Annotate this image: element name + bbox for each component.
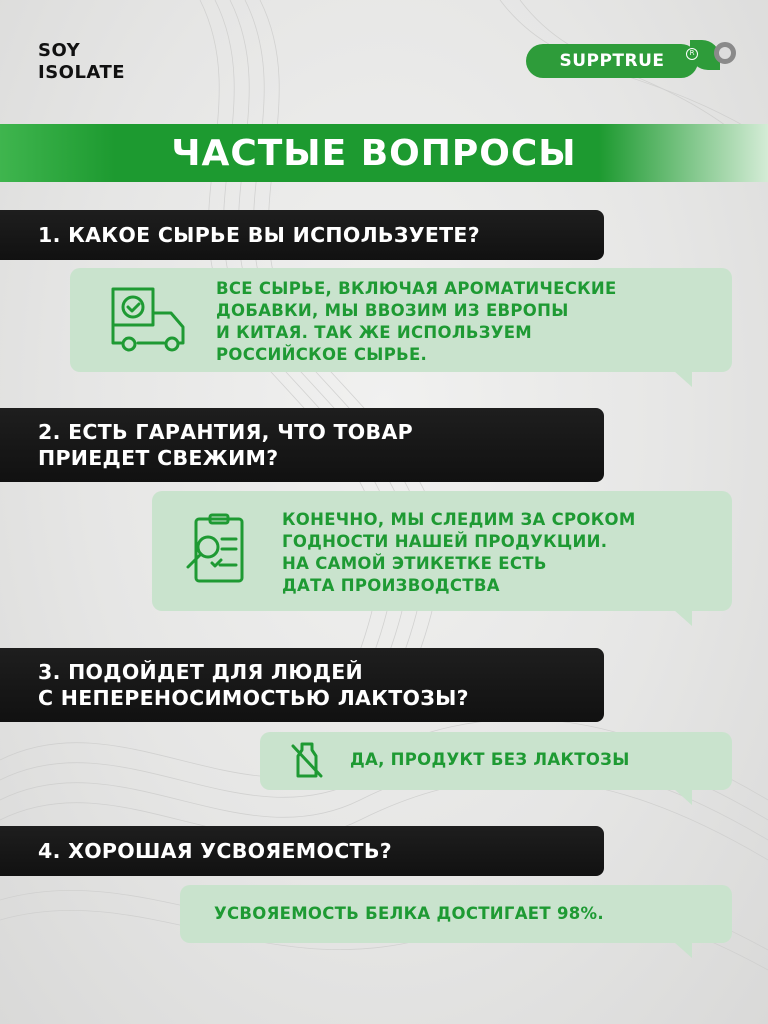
product-name: [38, 40, 125, 84]
product-name-line2: ISOLATE: [38, 62, 126, 83]
question-text: 1. КАКОЕ СЫРЬЕ ВЫ ИСПОЛЬЗУЕТЕ?: [38, 223, 480, 247]
answer-text: КОНЕЧНО, МЫ СЛЕДИМ ЗА СРОКОМ ГОДНОСТИ НАШЕЙ ПРОДУКЦИИ. НА САМОЙ ЭТИКЕТКЕ ЕСТЬ ДАТА ПРОИЗВОДСТВА: [282, 510, 636, 595]
faq-answer-3: [260, 732, 732, 790]
answer-text: ДА, ПРОДУКТ БЕЗ ЛАКТОЗЫ: [350, 750, 630, 769]
faq-question-3: [0, 648, 604, 722]
bubble-tail: [674, 610, 692, 626]
faq-answer-2: [152, 491, 732, 611]
bubble-tail: [674, 789, 692, 805]
product-name-line1: SOY: [38, 40, 81, 61]
faq-answer-1: [70, 268, 732, 372]
answer-text: УСВОЯЕМОСТЬ БЕЛКА ДОСТИГАЕТ 98%.: [214, 904, 604, 923]
question-text: 4. ХОРОШАЯ УСВОЯЕМОСТЬ?: [38, 839, 392, 863]
gear-icon: [714, 42, 736, 64]
question-text: 2. ЕСТЬ ГАРАНТИЯ, ЧТО ТОВАР ПРИЕДЕТ СВЕЖИМ?: [38, 420, 413, 470]
no-milk-bottle-icon: [290, 742, 324, 780]
faq-question-4: [0, 826, 604, 876]
faq-question-2: [0, 408, 604, 482]
clipboard-inspection-icon: [182, 513, 252, 587]
brand-logo: [526, 38, 736, 84]
bubble-tail: [674, 942, 692, 958]
faq-answer-4: [180, 885, 732, 943]
bubble-tail: [674, 371, 692, 387]
delivery-truck-icon: [110, 286, 192, 356]
logo-wordmark: SUPPTRUE: [526, 44, 698, 78]
faq-question-1: [0, 210, 604, 260]
page-title: ЧАСТЫЕ ВОПРОСЫ: [171, 132, 577, 174]
question-text: 3. ПОДОЙДЕТ ДЛЯ ЛЮДЕЙ С НЕПЕРЕНОСИМОСТЬЮ ЛАКТОЗЫ?: [38, 660, 469, 710]
registered-mark-icon: R: [686, 48, 698, 60]
faq-banner: [0, 124, 768, 182]
answer-text: ВСЕ СЫРЬЕ, ВКЛЮЧАЯ АРОМАТИЧЕСКИЕ ДОБАВКИ, МЫ ВВОЗИМ ИЗ ЕВРОПЫ И КИТАЯ. ТАК ЖЕ ИСПОЛЬЗУЕМ РОССИЙСКОЕ СЫРЬЕ.: [216, 279, 617, 364]
